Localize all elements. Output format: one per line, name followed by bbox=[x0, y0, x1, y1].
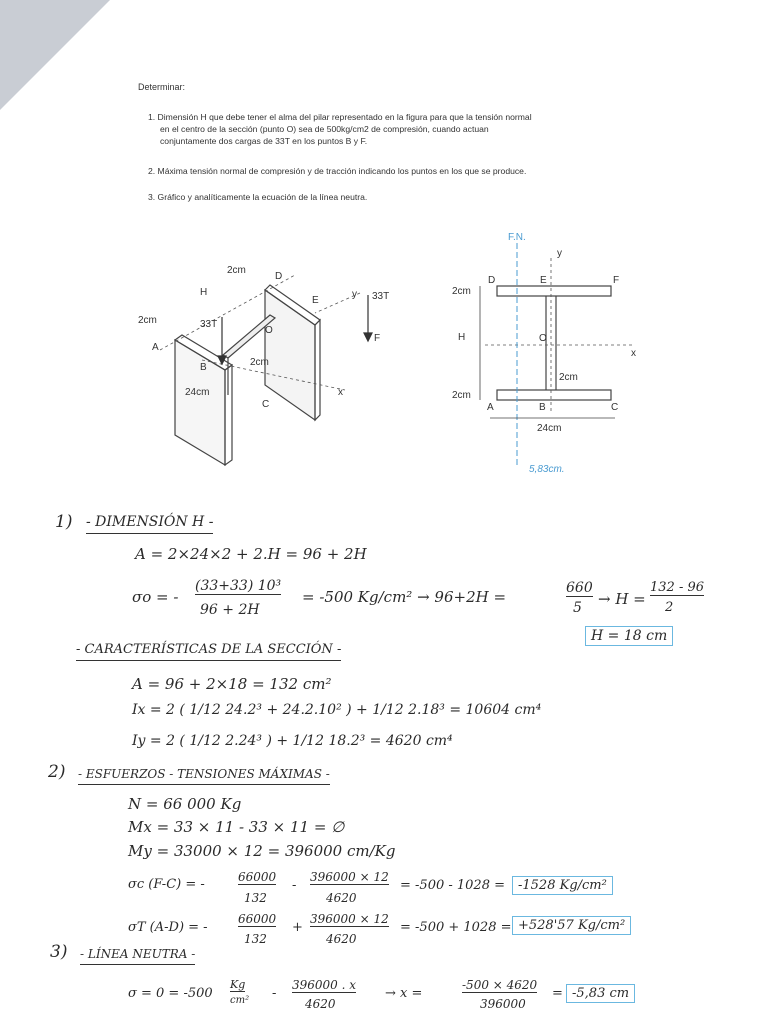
h-lhs: → H = bbox=[598, 590, 646, 608]
sigma-rhs: = -500 Kg/cm² → 96+2H = bbox=[302, 588, 507, 606]
tension-d2: 4620 bbox=[326, 932, 357, 946]
neutral-mid: → x = bbox=[385, 986, 423, 1001]
fig2d-label: D bbox=[488, 275, 496, 286]
tension-op: + bbox=[292, 920, 303, 935]
fig2d-label: 24cm bbox=[537, 423, 562, 434]
compression-rhs: = -500 - 1028 = bbox=[400, 878, 505, 893]
tension-n1: 66000 bbox=[238, 912, 277, 926]
fig2d-label: A bbox=[487, 402, 494, 413]
fraction-numerator: 660 bbox=[566, 580, 593, 596]
h-numerator: 132 - 96 bbox=[650, 580, 705, 595]
fig3d-label: 2cm bbox=[250, 357, 269, 368]
problem-item-1-line-2: en el centro de la sección (punto O) sea de 500kg/cm2 de compresión, cuando actuan bbox=[160, 124, 489, 134]
fig2d-label: 2cm bbox=[452, 390, 471, 401]
fig2d-label: y bbox=[557, 248, 562, 259]
fig2d-label: E bbox=[540, 275, 547, 286]
fig3d-label: 2cm bbox=[138, 315, 157, 326]
fig2d-label: H bbox=[458, 332, 466, 343]
fig2d-label: 2cm bbox=[559, 372, 578, 383]
fig3d-label: 33T bbox=[200, 319, 218, 330]
neutral-op: - bbox=[272, 986, 277, 1001]
neutral-cm2: cm² bbox=[230, 995, 250, 1006]
fig3d-label: x bbox=[338, 387, 343, 398]
fig2d-label: O bbox=[539, 333, 547, 344]
fig3d-label: F bbox=[374, 333, 381, 344]
neutral-result: -5,83 cm bbox=[566, 984, 635, 1003]
cross-section-figure bbox=[445, 228, 645, 478]
fig2d-label: 5,83cm. bbox=[529, 464, 565, 475]
problem-item-1-line-1: 1. Dimensión H que debe tener el alma del pilar representado en la figura para que la tensión normal bbox=[148, 112, 532, 122]
fig3d-label: D bbox=[275, 271, 283, 282]
h-denominator: 2 bbox=[665, 600, 674, 615]
axial-force: N = 66 000 Kg bbox=[128, 795, 242, 813]
sigma-denominator: 96 + 2H bbox=[200, 602, 260, 618]
fig2d-label: F.N. bbox=[508, 232, 526, 243]
fig3d-label: H bbox=[200, 287, 208, 298]
neutral-numerator-2: -500 × 4620 bbox=[462, 978, 538, 992]
neutral-denominator-2: 396000 bbox=[480, 997, 526, 1011]
fig3d-label: E bbox=[312, 295, 319, 306]
problem-heading: Determinar: bbox=[138, 82, 186, 92]
compression-n2: 396000 × 12 bbox=[310, 870, 389, 884]
sigma-lhs: σo = - bbox=[132, 588, 179, 606]
tension-d1: 132 bbox=[244, 932, 267, 946]
fraction-denominator: 5 bbox=[573, 600, 582, 616]
folded-corner bbox=[0, 0, 110, 110]
fig3d-label: C bbox=[262, 399, 270, 410]
fig3d-label: B bbox=[200, 362, 207, 373]
area-equation: A = 2×24×2 + 2.H = 96 + 2H bbox=[135, 545, 367, 563]
compression-op: - bbox=[292, 878, 297, 893]
compression-result: -1528 Kg/cm² bbox=[512, 876, 613, 895]
neutral-numerator: 396000 . x bbox=[292, 978, 357, 992]
sigma-numerator: (33+33) 10³ bbox=[195, 578, 282, 594]
problem-item-3: 3. Gráfico y analíticamente la ecuación de la línea neutra. bbox=[148, 192, 368, 202]
section-1-title: - DIMENSIÓN H - bbox=[86, 514, 213, 534]
fig3d-label: 24cm bbox=[185, 387, 210, 398]
inertia-y-equation: Iy = 2 ( 1/12 2.24³ ) + 1/12 18.2³ = 4620 cm⁴ bbox=[132, 733, 453, 749]
h-result: H = 18 cm bbox=[585, 626, 673, 646]
section-1-number: 1) bbox=[55, 512, 73, 532]
fig2d-label: F bbox=[613, 275, 620, 286]
tension-rhs: = -500 + 1028 = bbox=[400, 920, 512, 935]
back-flange bbox=[265, 290, 315, 420]
tension-lhs: σT (A-D) = - bbox=[128, 920, 208, 935]
neutral-lhs: σ = 0 = -500 bbox=[128, 986, 213, 1001]
fig3d-label: O bbox=[265, 325, 273, 336]
fig2d-label: x bbox=[631, 348, 636, 359]
section-3-number: 3) bbox=[50, 942, 68, 962]
compression-d1: 132 bbox=[244, 891, 267, 905]
tension-result: +528'57 Kg/cm² bbox=[512, 916, 631, 935]
compression-d2: 4620 bbox=[326, 891, 357, 905]
neutral-kg: Kg bbox=[230, 978, 246, 991]
neutral-denominator: 4620 bbox=[305, 997, 336, 1011]
moment-y: My = 33000 × 12 = 396000 cm/Kg bbox=[128, 842, 396, 860]
neutral-eq: = bbox=[552, 986, 563, 1001]
fig3d-label: 33T bbox=[372, 291, 390, 302]
section-2-number: 2) bbox=[48, 762, 66, 782]
section-properties-title: - CARACTERÍSTICAS DE LA SECCIÓN - bbox=[76, 642, 341, 661]
front-flange bbox=[175, 340, 225, 465]
compression-lhs: σc (F-C) = - bbox=[128, 877, 205, 892]
inertia-x-equation: Ix = 2 ( 1/12 24.2³ + 24.2.10² ) + 1/12 2.18³ = 10604 cm⁴ bbox=[132, 702, 542, 718]
fig2d-label: B bbox=[539, 402, 546, 413]
problem-item-1-line-3: conjuntamente dos cargas de 33T en los puntos B y F. bbox=[160, 136, 368, 146]
compression-n1: 66000 bbox=[238, 870, 277, 884]
section-3-title: - LÍNEA NEUTRA - bbox=[80, 947, 195, 965]
moment-x: Mx = 33 × 11 - 33 × 11 = ∅ bbox=[128, 818, 345, 836]
fig3d-label: 2cm bbox=[227, 265, 246, 276]
fig2d-label: 2cm bbox=[452, 286, 471, 297]
problem-item-2: 2. Máxima tensión normal de compresión y de tracción indicando los puntos en los que se produce. bbox=[148, 166, 527, 176]
fig3d-label: y bbox=[352, 289, 357, 300]
pillar-3d-figure bbox=[130, 255, 410, 475]
total-area-equation: A = 96 + 2×18 = 132 cm² bbox=[132, 675, 332, 693]
fig3d-label: A bbox=[152, 342, 159, 353]
tension-n2: 396000 × 12 bbox=[310, 912, 389, 926]
section-2-title: - ESFUERZOS - TENSIONES MÁXIMAS - bbox=[78, 767, 330, 785]
fig2d-label: C bbox=[611, 402, 619, 413]
